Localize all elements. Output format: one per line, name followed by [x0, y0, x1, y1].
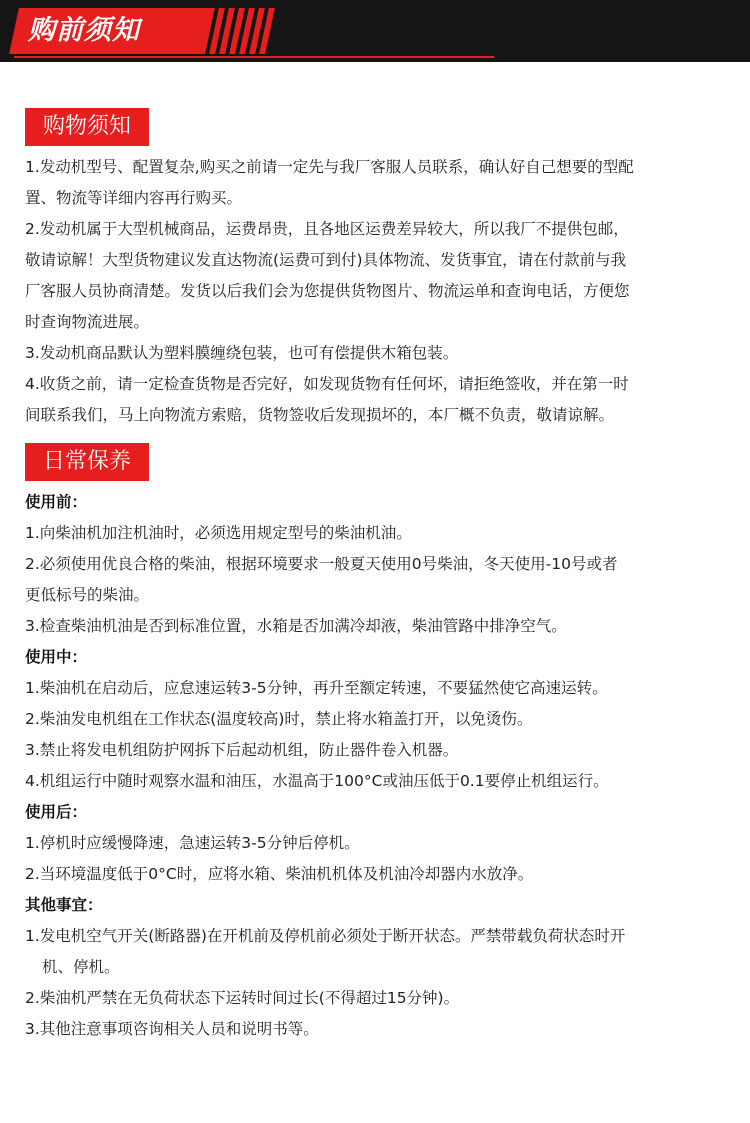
- list-item-line: 2.发动机属于大型机械商品，运费昂贵，且各地区运费差异较大，所以我厂不提供包邮，: [25, 220, 629, 238]
- top-banner: [0, 0, 750, 62]
- subheading: 其他事宜：: [25, 896, 103, 914]
- list-item-line: 1.停机时应缓慢降速，急速运转3-5分钟后停机。: [25, 834, 360, 852]
- subheading: 使用后：: [25, 803, 88, 821]
- list-item-line: 1.向柴油机加注机油时，必须选用规定型号的柴油机油。: [25, 524, 412, 542]
- list-item-line: 4.机组运行中随时观察水温和油压，水温高于100°C或油压低于0.1要停止机组运行。: [25, 772, 609, 790]
- banner-stripes: [214, 8, 270, 54]
- list-item-line: 2.当环境温度低于0°C时，应将水箱、柴油机机体及机油冷却器内水放净。: [25, 865, 534, 883]
- list-item-line: 厂客服人员协商清楚。发货以后我们会为您提供货物图片、物流运单和查询电话，方便您: [25, 282, 630, 300]
- list-item-line: 3.发动机商品默认为塑料膜缠绕包装，也可有偿提供木箱包装。: [25, 344, 459, 362]
- banner-underline: [14, 56, 494, 58]
- list-item-line: 3.其他注意事项咨询相关人员和说明书等。: [25, 1020, 319, 1038]
- list-item-line: 3.禁止将发电机组防护网拆下后起动机组，防止器件卷入机器。: [25, 741, 459, 759]
- maintenance-section: [0, 443, 750, 1045]
- list-item-line: 2.必须使用优良合格的柴油，根据环境要求一般夏天使用0号柴油，冬天使用-10号或者: [25, 555, 618, 573]
- list-item-line: 2.柴油机严禁在无负荷状态下运转时间过长(不得超过15分钟)。: [25, 989, 460, 1007]
- list-item-line: 1.发电机空气开关(断路器)在开机前及停机前必须处于断开状态。严禁带载负荷状态时开: [25, 927, 626, 945]
- maintenance-body: [25, 487, 725, 1045]
- banner-title-block: [9, 8, 215, 54]
- list-item-line: 2.柴油发电机组在工作状态(温度较高)时，禁止将水箱盖打开，以免烫伤。: [25, 710, 533, 728]
- maintenance-heading: 日常保养: [25, 443, 149, 481]
- list-item-line: 敬请谅解！大型货物建议发直达物流(运费可到付)具体物流、发货事宜，请在付款前与我: [25, 251, 627, 269]
- list-item-line: 更低标号的柴油。: [25, 586, 150, 604]
- notice-heading: 购物须知: [25, 108, 149, 146]
- banner-title: 购前须知: [28, 15, 140, 46]
- list-item-line: 3.检查柴油机油是否到标准位置，水箱是否加满冷却液，柴油管路中排净空气。: [25, 617, 567, 635]
- subheading: 使用中：: [25, 648, 88, 666]
- subheading: 使用前：: [25, 493, 88, 511]
- list-item-line: 1.柴油机在启动后，应怠速运转3-5分钟，再升至额定转速，不要猛然使它高速运转。: [25, 679, 608, 697]
- list-item-line: 置、物流等详细内容再行购买。: [25, 189, 243, 207]
- list-item-line: 间联系我们，马上向物流方索赔，货物签收后发现损坏的，本厂概不负责，敬请谅解。: [25, 406, 615, 424]
- list-item-line: 时查询物流进展。: [25, 313, 150, 331]
- list-item-line: 1.发动机型号、配置复杂,购买之前请一定先与我厂客服人员联系，确认好自己想要的型配: [25, 158, 634, 176]
- list-item-line: 4.收货之前，请一定检查货物是否完好，如发现货物有任何坏，请拒绝签收，并在第一时: [25, 375, 629, 393]
- notice-body: [25, 152, 725, 431]
- list-item-line: 机、停机。: [42, 958, 120, 976]
- notice-section: [0, 108, 750, 431]
